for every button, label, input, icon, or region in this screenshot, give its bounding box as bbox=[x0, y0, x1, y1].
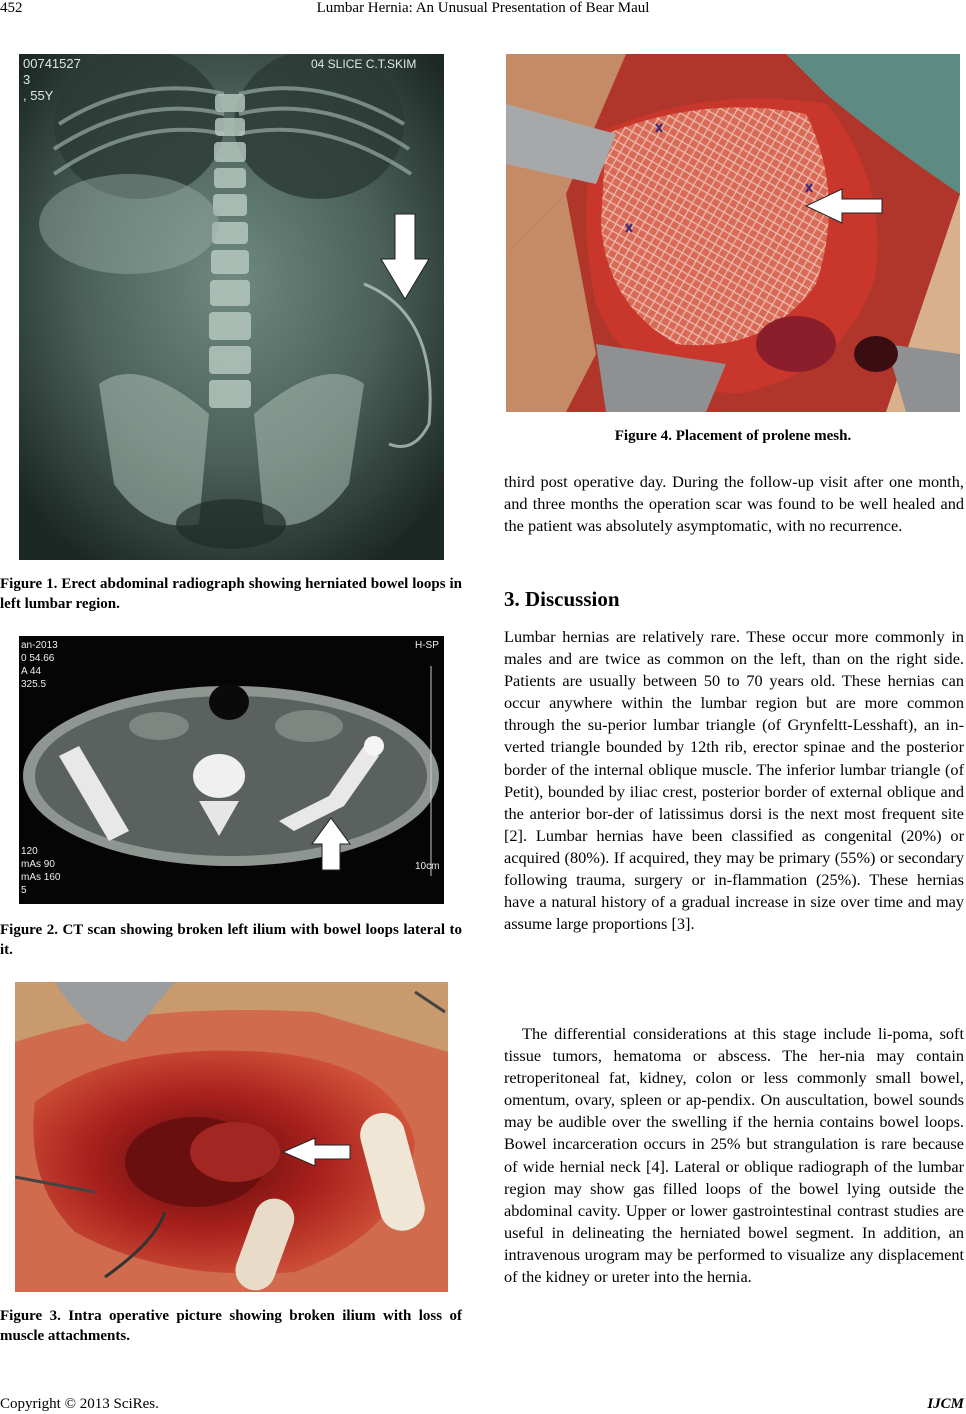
fig2-label-4: 120 bbox=[21, 846, 38, 857]
fig2-label-6: mAs 160 bbox=[21, 872, 61, 883]
fig2-label-3: 325.5 bbox=[21, 679, 47, 690]
figure-2-ct-scan bbox=[19, 636, 444, 904]
fig2-label-8: 10cm bbox=[415, 861, 440, 872]
fig1-label-1: 3 bbox=[23, 72, 31, 87]
footer-journal: IJCM bbox=[927, 1396, 964, 1412]
discussion-paragraph-2: The differential considerations at this stage include li-poma, soft tissue tumors, hematoma or abscess. The her-nia may contain retroperitoneal fat, kidney, colon or less commonly small bowel, omentum, ovary, spleen or ap-pendix. On auscultation, bowel sounds may be audible over the swelling if the hernia contains bowel loops. Bowel incarceration occurs in 25% but strangulation is rare because of wide hernial neck [4]. Lateral or oblique radiograph of the lumbar region may show gas filled loops of the bowel lying outside the abdominal cavity. Upper or lower gastrointestinal contrast studies are useful in delineating the herniated bowel segment. In addition, an intravenous urogram may be performed to visualize any displacement of the kidney or ureter into the hernia. bbox=[504, 1024, 964, 1287]
figure-1-radiograph bbox=[19, 54, 444, 560]
section-heading-discussion: 3. Discussion bbox=[504, 587, 620, 611]
figure-2-caption: Figure 2. CT scan showing broken left ilium with bowel loops lateral to it. bbox=[0, 922, 462, 958]
fig2-label-0: an-2013 bbox=[21, 640, 58, 651]
fig2-label-1: 0 54.66 bbox=[21, 653, 55, 664]
fig1-label-2: , 55Y bbox=[23, 88, 54, 103]
discussion-paragraph-1: Lumbar hernias are relatively rare. These occur more commonly in males and are twice as common on the left, than on the right side. Patients are usually between 50 to 70 years old. These hernias can occur anywhere within the lumbar region but are more common through the su-perior lumbar triangle (of Grynfeltt-Lesshaft), an in-verted triangle bounded by 12th rib, erector spinae and the posterior border of the internal oblique muscle. The inferior lumbar triangle (of Petit), bounded by iliac crest, posterior border of external oblique and the anterior bor-der of latissimus dorsi is the next most frequent site [2]. Lumbar hernias have been classified as congenital (20%) or acquired (80%). If acquired, they may be primary (55%) or secondary following trauma, surgery or in-flammation (25%). These hernias have a natural history of a gradual increase in size over time and may assume large proportions [3]. bbox=[504, 627, 964, 934]
figure-1-caption: Figure 1. Erect abdominal radiograph showing herniated bowel loops in left lumbar region. bbox=[0, 576, 462, 612]
fig2-label-9: H-SP bbox=[415, 640, 439, 651]
running-title: Lumbar Hernia: An Unusual Presentation of Bear Maul bbox=[316, 0, 650, 16]
fig2-label-2: A 44 bbox=[21, 666, 42, 677]
page-number: 452 bbox=[0, 0, 23, 16]
fig1-label-0: 00741527 bbox=[23, 56, 81, 71]
fig2-label-5: mAs 90 bbox=[21, 859, 55, 870]
figure-3-intraop-photo bbox=[15, 982, 448, 1292]
continuation-paragraph: third post operative day. During the follow-up visit after one month, and three months the operation scar was found to be well healed and the patient was absolutely asymptomatic, with no recurrence. bbox=[504, 472, 964, 536]
figure-4-mesh-photo bbox=[506, 54, 960, 412]
footer-copyright: Copyright © 2013 SciRes. bbox=[0, 1396, 159, 1412]
fig2-label-7: 5 bbox=[21, 885, 27, 896]
figure-3-caption: Figure 3. Intra operative picture showing broken ilium with loss of muscle attachments. bbox=[0, 1308, 462, 1344]
fig1-label-3: 04 SLICE C.T.SKIM bbox=[311, 57, 417, 71]
figure-4-caption: Figure 4. Placement of prolene mesh. bbox=[614, 428, 852, 444]
